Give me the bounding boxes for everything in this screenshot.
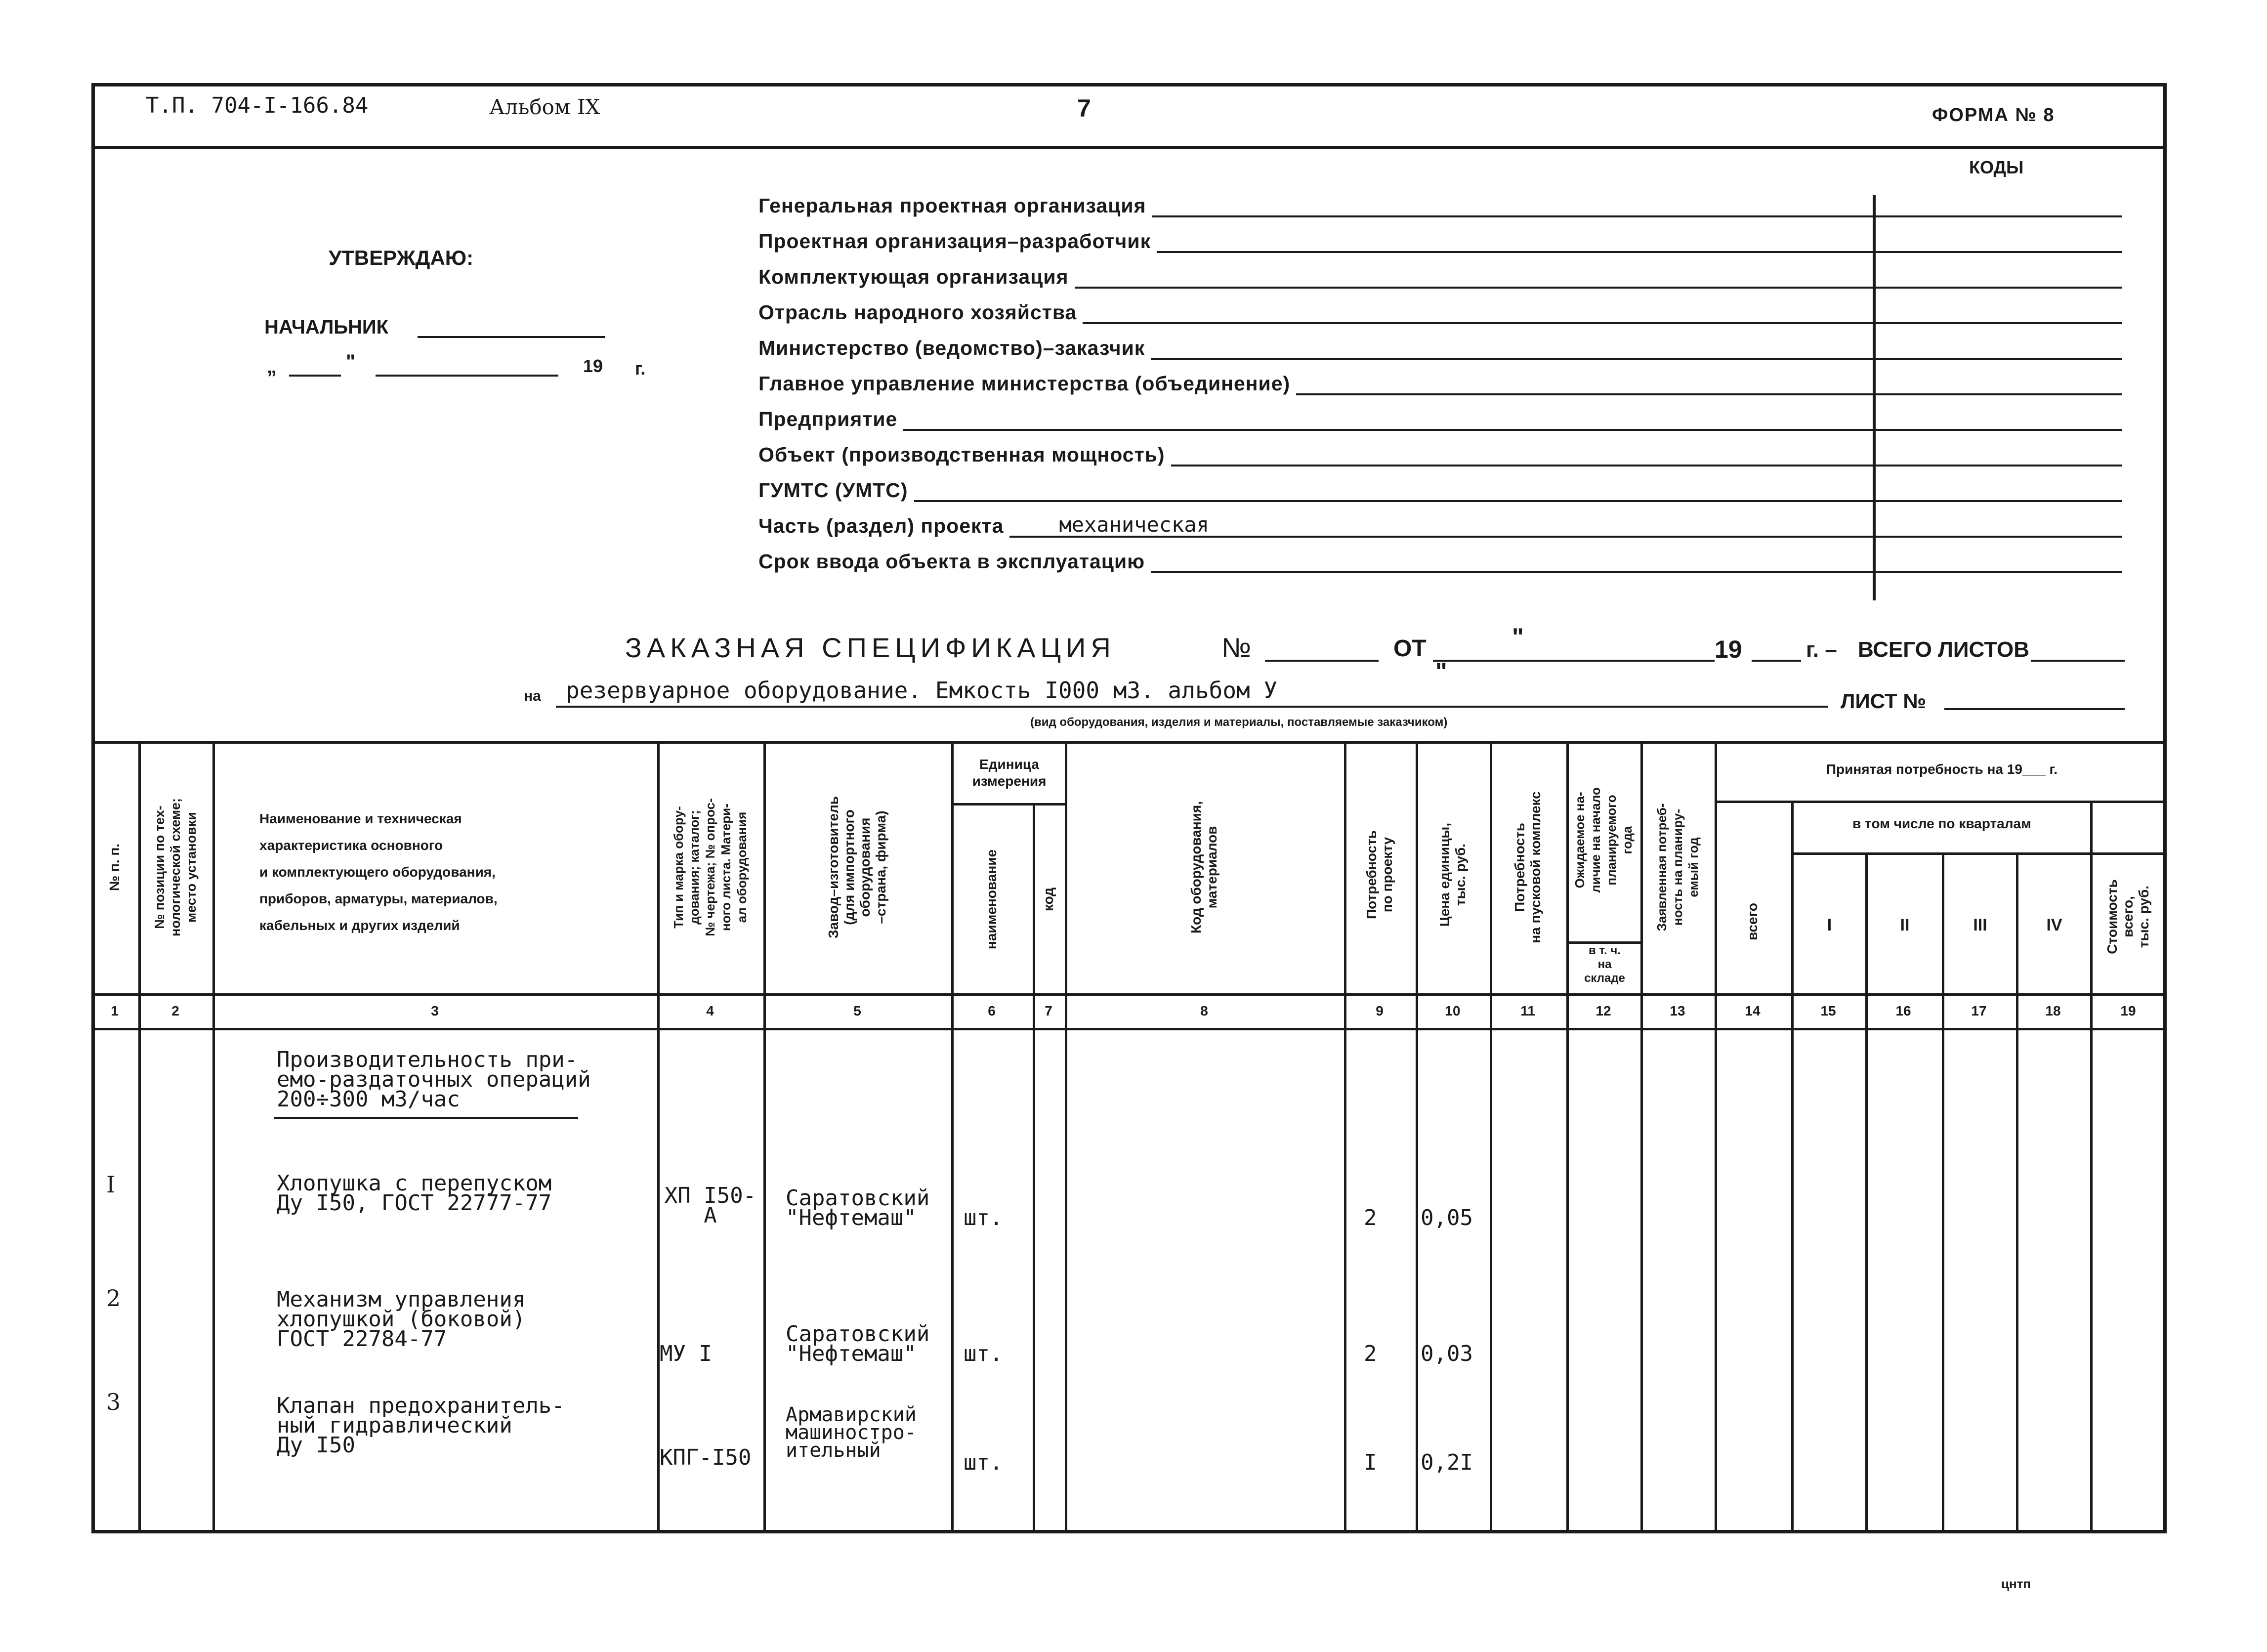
header-c14: всего [1745, 902, 1760, 941]
org-field-input[interactable] [1171, 447, 2122, 466]
org-field-label: ГУМТС (УМТС) [758, 479, 908, 502]
header-c5: Завод–изготовитель (для импортного оборудования –страна, фирма) [826, 796, 888, 939]
spec-title: ЗАКАЗНАЯ СПЕЦИФИКАЦИЯ [625, 632, 1116, 663]
header-divider [91, 146, 2167, 149]
org-field-row [758, 508, 2122, 538]
approve-label: УТВЕРЖДАЮ: [329, 246, 474, 269]
col-line-3 [657, 741, 660, 1533]
row-2-maker: Саратовский "Нефтемаш" [786, 1321, 930, 1366]
org-field-row [758, 295, 2122, 324]
row-1-number: I [106, 1171, 116, 1198]
spec-number-field[interactable] [1265, 660, 1379, 662]
column-number: 13 [1670, 1003, 1685, 1018]
col-line-14 [1791, 801, 1794, 1533]
col-line-1 [138, 741, 141, 1533]
col-line-7 [1065, 741, 1067, 1533]
doc-code: Т.П. 704-I-166.84 [146, 93, 369, 118]
header-q2: II [1900, 916, 1910, 934]
org-field-label: Проектная организация–разработчик [758, 230, 1151, 253]
org-field-row [758, 472, 2122, 502]
spec-year-field[interactable] [1752, 660, 1801, 662]
col-line-9 [1416, 741, 1418, 1533]
row-3-type: КПГ-I50 [660, 1445, 752, 1470]
date-year-suffix: г. [635, 358, 646, 379]
row-1-price: 0,05 [1421, 1205, 1473, 1230]
org-field-label: Отрасль народного хозяйства [758, 301, 1077, 324]
org-field-label: Срок ввода объекта в эксплуатацию [758, 550, 1145, 573]
date-month-line[interactable] [376, 375, 558, 377]
row-1-unit: шт. [964, 1205, 1003, 1230]
org-field-input[interactable] [1296, 376, 2122, 395]
date-day-line[interactable] [289, 375, 341, 377]
org-field-input[interactable] [914, 482, 2122, 502]
header-quarters-group: в том числе по кварталам [1852, 816, 2031, 831]
subject-prefix: на [524, 688, 541, 704]
sheet-number-label: ЛИСТ № [1841, 689, 1927, 713]
header-c6: наименование [984, 849, 999, 950]
row-3-qty: I [1364, 1450, 1377, 1475]
column-number: 14 [1745, 1003, 1761, 1018]
form-number: ФОРМА № 8 [1932, 105, 2055, 126]
org-field-input[interactable] [1151, 340, 2122, 360]
row-1-qty: 2 [1364, 1205, 1377, 1230]
sheet-number-field[interactable] [1944, 708, 2125, 710]
col-line-17 [2016, 852, 2018, 1533]
row-2-number: 2 [106, 1285, 121, 1312]
column-number: 2 [171, 1003, 179, 1018]
total-sheets-label: ВСЕГО ЛИСТОВ [1858, 637, 2029, 662]
col-line-13 [1715, 741, 1717, 1533]
org-field-label: Предприятие [758, 408, 898, 430]
subject-field-line[interactable] [556, 706, 1828, 708]
col-line-4 [763, 741, 766, 1533]
header-c12: Ожидаемое на- личие на начало планируемого года [1572, 787, 1635, 893]
org-field-input[interactable] [1083, 304, 2122, 324]
subject-note: (вид оборудования, изделия и материалы, поставляемые заказчиком) [1030, 716, 1448, 729]
org-field-label: Министерство (ведомство)–заказчик [758, 337, 1145, 359]
header-c9: Потребность по проекту [1364, 830, 1395, 919]
column-number: 3 [431, 1003, 439, 1018]
org-field-label: Комплектующая организация [758, 265, 1069, 288]
header-q3: III [1973, 916, 1987, 934]
spec-date-field[interactable] [1433, 660, 1715, 662]
spec-year-suffix: г. – [1806, 637, 1837, 662]
column-number: 9 [1376, 1003, 1384, 1018]
row-3-name: Клапан предохранитель- ный гидравлический Ду I50 [277, 1393, 565, 1458]
column-number: 16 [1895, 1003, 1911, 1018]
org-field-row [758, 330, 2122, 360]
row-1-maker: Саратовский "Нефтемаш" [786, 1186, 930, 1230]
row-2-type: МУ I [660, 1341, 712, 1366]
date-quote-close: " [346, 351, 355, 373]
header-q4: IV [2046, 916, 2062, 934]
org-field-label: Часть (раздел) проекта [758, 514, 1004, 537]
column-number: 7 [1045, 1003, 1052, 1018]
org-field-label: Генеральная проектная организация [758, 194, 1146, 217]
col-line-10 [1490, 741, 1492, 1533]
intro-underline [274, 1117, 578, 1119]
row-2-name: Механизм управления хлопушкой (боковой) ГОСТ 22784-77 [277, 1287, 526, 1352]
codes-divider [1873, 195, 1876, 600]
row-3-maker: Армавирский машиностро- ительный [786, 1403, 917, 1462]
header-c19: Стоимость всего, тыс. руб. [2104, 879, 2151, 954]
row-1-name: Хлопушка с перепуском Ду I50, ГОСТ 22777-77 [277, 1171, 552, 1216]
header-unit-group: Единица измерения [972, 757, 1047, 789]
col-line-15 [1865, 852, 1868, 1533]
org-field-row [758, 366, 2122, 395]
column-number: 17 [1971, 1003, 1987, 1018]
org-field-row [758, 259, 2122, 289]
header-c2: № позиции по тех- нологической схеме; место установки [152, 798, 199, 937]
codes-label: КОДЫ [1969, 157, 2024, 177]
column-number: 10 [1445, 1003, 1461, 1018]
header-q1: I [1827, 916, 1832, 934]
total-sheets-field[interactable] [2031, 660, 2125, 662]
column-number: 6 [988, 1003, 996, 1018]
org-field-input[interactable] [1157, 233, 2122, 253]
date-quote-open: „ [267, 356, 277, 378]
row-1-type: ХП I50- А [664, 1183, 756, 1228]
spec-number-label: № [1221, 632, 1252, 663]
row-3-unit: шт. [964, 1450, 1003, 1475]
col-line-18 [2090, 801, 2093, 1533]
col-line-11 [1566, 741, 1569, 1533]
org-field-label: Главное управление министерства (объединение) [758, 372, 1291, 395]
col-line-6 [1033, 803, 1035, 1533]
unit-group-divider [951, 803, 1065, 805]
spec-quote-open: " [1512, 623, 1524, 651]
intro-text: Производительность при- емо-раздаточных операций 200÷300 м3/час [277, 1047, 591, 1112]
col-line-16 [1942, 852, 1944, 1533]
subject-value: резервуарное оборудование. Емкость I000 м3. альбом У [566, 677, 1278, 704]
org-field-row [758, 401, 2122, 431]
page-number: 7 [1077, 94, 1091, 122]
spec-year-prefix: 19 [1715, 635, 1742, 663]
chief-label: НАЧАЛЬНИК [264, 316, 389, 338]
header-c11: Потребность на пусковой комплекс [1512, 791, 1543, 943]
header-accepted: Принятая потребность на 19___ г. [1826, 762, 2058, 777]
org-field-row [758, 188, 2122, 217]
publisher-mark: цнтп [2001, 1576, 2031, 1591]
spec-quote-close: " [1435, 658, 1447, 685]
column-number: 15 [1820, 1003, 1836, 1018]
column-number: 18 [2045, 1003, 2061, 1018]
row-2-price: 0,03 [1421, 1341, 1473, 1366]
row-3-number: 3 [106, 1389, 121, 1415]
column-number: 4 [706, 1003, 714, 1018]
col-line-2 [212, 741, 215, 1533]
col-line-8 [1344, 741, 1346, 1533]
org-field-input[interactable] [1152, 198, 2122, 217]
header-c8: Код оборудования, материалов [1188, 801, 1219, 934]
column-number: 8 [1200, 1003, 1208, 1018]
org-field-input[interactable] [1009, 512, 2122, 538]
header-c1: № п. п. [107, 843, 122, 891]
col-line-12 [1640, 741, 1643, 1533]
spec-table [91, 741, 2167, 1533]
org-field-input[interactable] [1151, 553, 2122, 573]
org-field-value: механическая [1059, 512, 1209, 537]
row-2-qty: 2 [1364, 1341, 1377, 1366]
column-number: 5 [853, 1003, 861, 1018]
header-c12b: в т. ч. на складе [1584, 944, 1625, 985]
header-c4: Тип и марка обору- дования; каталог; № чертежа; № опрос- ного листа. Матери- ал оборудования [671, 798, 749, 936]
row-2-unit: шт. [964, 1341, 1003, 1366]
column-number: 19 [2120, 1003, 2136, 1018]
album-label: Альбом IX [489, 95, 600, 119]
org-field-row [758, 544, 2122, 573]
row-3-price: 0,2I [1421, 1450, 1473, 1475]
spec-from-label: ОТ [1393, 635, 1427, 662]
org-field-input[interactable] [1075, 269, 2123, 289]
date-year-prefix: 19 [583, 356, 603, 376]
accepted-group-divider [1715, 801, 2167, 803]
column-number: 11 [1520, 1003, 1535, 1018]
colnum-bottom-border [91, 1028, 2167, 1030]
header-c3: Наименование и техническая характеристика основного и комплектующего оборудования, приборов, арматуры, материалов, кабельных и других изделий [259, 811, 498, 933]
column-number: 1 [111, 1003, 119, 1018]
col-line-5 [951, 741, 954, 1533]
quarters-group-divider [1791, 852, 2167, 855]
org-field-input[interactable] [903, 411, 2122, 431]
header-bottom-border [91, 993, 2167, 996]
header-c13: Заявленная потреб- ность на планиру- емый год [1654, 803, 1701, 932]
org-field-row [758, 223, 2122, 253]
header-c10: Цена единицы, тыс. руб. [1437, 822, 1468, 927]
org-field-label: Объект (производственная мощность) [758, 443, 1165, 466]
table-top-border [91, 741, 2167, 744]
org-field-row [758, 437, 2122, 466]
chief-signature-line[interactable] [418, 336, 605, 338]
header-c7: код [1041, 887, 1056, 912]
column-number: 12 [1595, 1003, 1611, 1018]
